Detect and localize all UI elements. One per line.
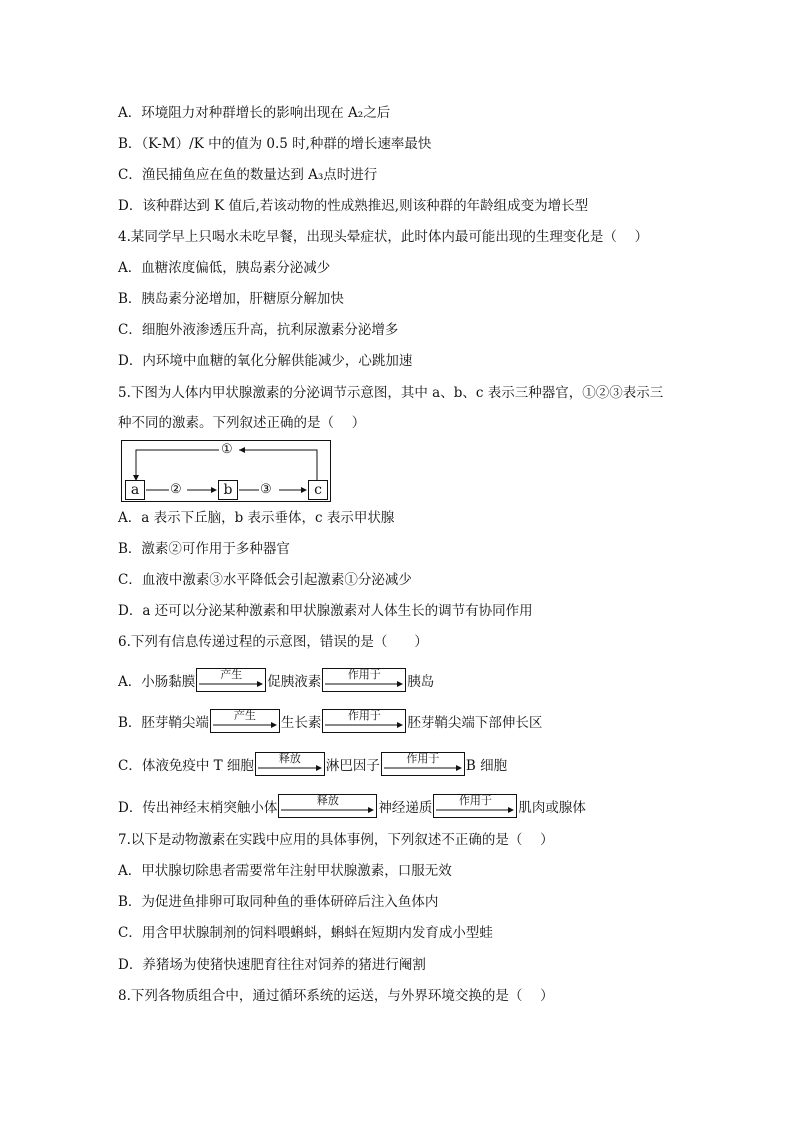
q6b-source: B．胚芽鞘尖端 — [118, 715, 209, 731]
q6c-source: C．体液免疫中 T 细胞 — [118, 758, 254, 774]
q4-stem: 4.某同学早上只喝水未吃早餐，出现头晕症状，此时体内最可能出现的生理变化是（ ） — [118, 229, 649, 245]
q5-option-a: A．a 表示下丘脑，b 表示垂体，c 表示甲状腺 — [118, 510, 395, 526]
q6a-arrow-1 — [196, 668, 266, 692]
arrow-right-icon — [213, 721, 277, 729]
q6a-source: A．小肠黏膜 — [118, 674, 196, 690]
q6c-arrow-2 — [381, 752, 465, 776]
q7-stem: 7.以下是动物激素在实践中应用的具体事例，下列叙述不正确的是（ ） — [118, 832, 554, 848]
q3-option-a: A．环境阻力对种群增长的影响出现在 A₂之后 — [118, 105, 391, 121]
q6a-target: 胰岛 — [407, 674, 435, 690]
q7-option-d: D．养猪场为使猪快速肥育往往对饲养的猪进行阉割 — [118, 957, 426, 973]
arrow-right-icon — [199, 680, 263, 688]
q6-option-c — [118, 752, 507, 776]
q6a-arrow-2-label: 作用于 — [347, 668, 381, 681]
q6b-messenger: 生长素 — [280, 715, 322, 731]
q6c-arrow-2-label: 作用于 — [406, 752, 440, 765]
q5-stem-line2: 种不同的激素。下列叙述正确的是（ ） — [118, 415, 366, 431]
q6d-messenger: 神经递质 — [378, 800, 433, 816]
q7-option-c: C．用含甲状腺制剂的饲料喂蝌蚪，蝌蚪在短期内发育成小型蛙 — [118, 925, 493, 941]
q6b-arrow-1 — [210, 709, 280, 733]
q7-option-b: B．为促进鱼排卵可取同种鱼的垂体研碎后注入鱼体内 — [118, 894, 439, 910]
q6d-arrow-2-label: 作用于 — [458, 794, 492, 807]
q6b-target: 胚芽鞘尖端下部伸长区 — [407, 715, 543, 731]
q6a-arrow-1-label: 产生 — [220, 668, 243, 681]
q6-option-d — [118, 794, 586, 818]
organ-a: a — [125, 480, 145, 500]
q6c-arrow-1-label: 释放 — [278, 752, 301, 765]
arrow-right-icon — [384, 764, 462, 772]
arrow-right-icon — [325, 680, 403, 688]
q6a-arrow-2 — [322, 668, 406, 692]
q4-option-c: C．细胞外液渗透压升高，抗利尿激素分泌增多 — [118, 322, 399, 338]
q6d-target: 肌肉或腺体 — [518, 800, 586, 816]
q6b-arrow-1-label: 产生 — [233, 709, 256, 722]
q5-option-c: C．血液中激素③水平降低会引起激素①分泌减少 — [118, 572, 412, 588]
organ-b: b — [218, 480, 238, 500]
q4-option-b: B．胰岛素分泌增加，肝糖原分解加快 — [118, 291, 344, 307]
q5-option-b: B．激素②可作用于多种器官 — [118, 541, 290, 557]
q5-option-d: D．a 还可以分泌某种激素和甲状腺激素对人体生长的调节有协同作用 — [118, 603, 533, 619]
q4-option-d: D．内环境中血糖的氧化分解供能减少，心跳加速 — [118, 353, 413, 369]
arrow-right-icon — [436, 806, 514, 814]
q3-option-d: D．该种群达到 K 值后,若该动物的性成熟推迟,则该种群的年龄组成变为增长型 — [118, 198, 589, 214]
hormone-regulation-diagram — [121, 440, 331, 502]
q6b-arrow-2 — [322, 709, 406, 733]
q6b-arrow-2-label: 作用于 — [347, 709, 381, 722]
arrow-right-icon — [281, 806, 374, 814]
q6-option-b — [118, 709, 542, 733]
q6d-source: D．传出神经末梢突触小体 — [118, 800, 278, 816]
q6a-messenger: 促胰液素 — [267, 674, 322, 690]
organ-c: c — [308, 480, 328, 500]
q6d-arrow-1-label: 释放 — [316, 794, 339, 807]
hormone-1-label: ① — [221, 442, 233, 457]
q5-stem-line1: 5.下图为人体内甲状腺激素的分泌调节示意图，其中 a、b、c 表示三种器官，①②③表示三 — [118, 385, 664, 401]
q4-option-a: A．血糖浓度偏低，胰岛素分泌减少 — [118, 260, 331, 276]
q8-stem: 8.下列各物质组合中，通过循环系统的运送，与外界环境交换的是（ ） — [118, 988, 554, 1004]
hormone-2-label: ② — [170, 482, 182, 497]
hormone-3-label: ③ — [260, 482, 272, 497]
q6c-arrow-1 — [255, 752, 325, 776]
arrow-right-icon — [258, 764, 322, 772]
q6-stem: 6.下列有信息传递过程的示意图，错误的是（ ） — [118, 634, 428, 650]
q6d-arrow-1 — [278, 794, 377, 818]
q3-option-b: B．（K-M）/K 中的值为 0.5 时,种群的增长速率最快 — [118, 136, 432, 152]
q6-option-a — [118, 668, 434, 692]
arrow-right-icon — [325, 721, 403, 729]
q3-option-c: C．渔民捕鱼应在鱼的数量达到 A₃点时进行 — [118, 167, 378, 183]
q7-option-a: A．甲状腺切除患者需要常年注射甲状腺激素，口服无效 — [118, 863, 452, 879]
q6d-arrow-2 — [433, 794, 517, 818]
q6c-messenger: 淋巴因子 — [325, 758, 380, 774]
q6c-target: B 细胞 — [465, 758, 508, 774]
